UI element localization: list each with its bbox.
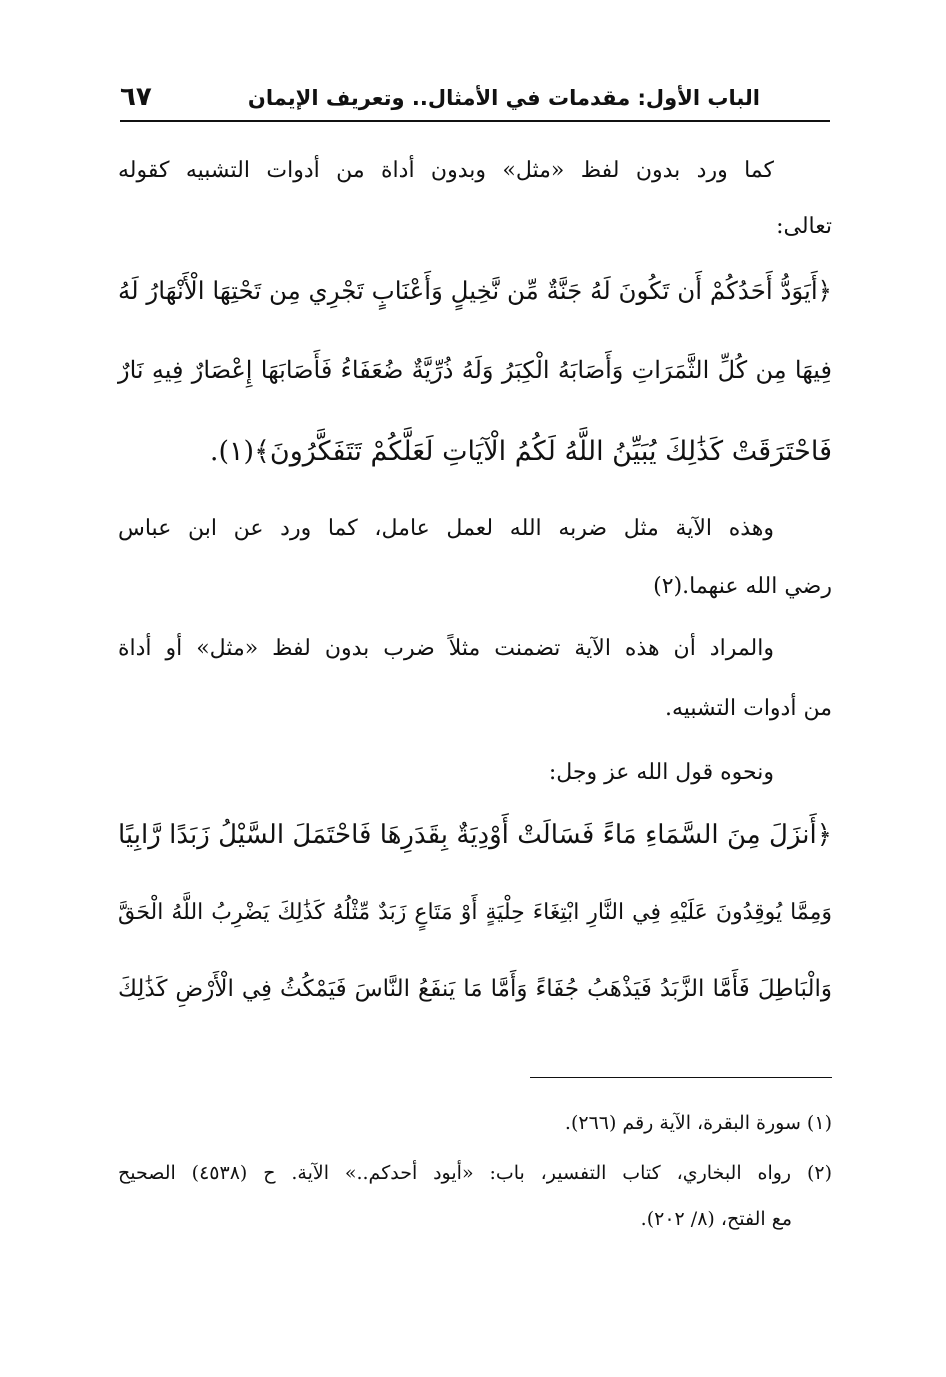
paragraph-line: والمراد أن هذه الآية تضمنت مثلاً ضرب بدون لفظ «مثل» أو أداة bbox=[118, 636, 774, 661]
footnote-line: (٢) رواه البخاري، كتاب التفسير، باب: «أيود أحدكم..» الآية. ح (٤٥٣٨) الصحيح bbox=[118, 1162, 832, 1184]
paragraph-line: من أدوات التشبيه. bbox=[664, 696, 832, 721]
paragraph-line: ونحوه قول الله عز وجل: bbox=[548, 760, 774, 785]
paragraph-line: كما ورد بدون لفظ «مثل» وبدون أداة من أدوات التشبيه كقوله bbox=[118, 158, 774, 183]
page-header bbox=[120, 80, 830, 120]
footnote-line: (١) سورة البقرة، الآية رقم (٢٦٦). bbox=[564, 1112, 832, 1134]
paragraph-line: تعالى: bbox=[776, 214, 832, 239]
footnote-divider bbox=[530, 1077, 832, 1078]
footnote-line: مع الفتح، (٨/ ٢٠٢). bbox=[640, 1208, 792, 1230]
quran-verse-line: فِيهَا مِن كُلِّ الثَّمَرَاتِ وَأَصَابَهُ الْكِبَرُ وَلَهُ ذُرِّيَّةٌ ضُعَفَاءُ فَأَصَابَهَا إِعْصَارٌ فِيهِ نَارٌ bbox=[118, 356, 832, 384]
footnotes bbox=[118, 1108, 832, 1248]
chapter-title: الباب الأول: مقدمات في الأمثال.. وتعريف الإيمان bbox=[247, 86, 760, 110]
main-text bbox=[118, 150, 832, 1050]
quran-verse-line: ﴿أَنزَلَ مِنَ السَّمَاءِ مَاءً فَسَالَتْ أَوْدِيَةٌ بِقَدَرِهَا فَاحْتَمَلَ السَّيْلُ زَبَدًا رَّابِيًا bbox=[118, 820, 832, 850]
page-number: ٦٧ bbox=[120, 82, 152, 112]
quran-verse-line: وَمِمَّا يُوقِدُونَ عَلَيْهِ فِي النَّارِ ابْتِغَاءَ حِلْيَةٍ أَوْ مَتَاعٍ زَبَدٌ مِّثْلُهُ كَذَٰلِكَ يَضْرِبُ اللَّهُ الْحَقَّ bbox=[118, 900, 832, 925]
paragraph-line: وهذه الآية مثل ضربه الله لعمل عامل، كما ورد عن ابن عباس bbox=[118, 516, 774, 541]
quran-verse-line: فَاحْتَرَقَتْ كَذَٰلِكَ يُبَيِّنُ اللَّهُ لَكُمُ الْآيَاتِ لَعَلَّكُمْ تَتَفَكَّرُونَ﴾(١). bbox=[209, 436, 832, 467]
quran-verse-line: ﴿أَيَوَدُّ أَحَدُكُمْ أَن تَكُونَ لَهُ جَنَّةٌ مِّن نَّخِيلٍ وَأَعْنَابٍ تَجْرِي مِن تَحْتِهَا الْأَنْهَارُ لَهُ bbox=[118, 276, 832, 305]
quran-verse-line: وَالْبَاطِلَ فَأَمَّا الزَّبَدُ فَيَذْهَبُ جُفَاءً وَأَمَّا مَا يَنفَعُ النَّاسَ فَيَمْكُثُ فِي الْأَرْضِ كَذَٰلِكَ bbox=[118, 976, 832, 1002]
header-divider bbox=[120, 120, 830, 122]
paragraph-line: رضي الله عنهما.(٢) bbox=[653, 574, 832, 599]
